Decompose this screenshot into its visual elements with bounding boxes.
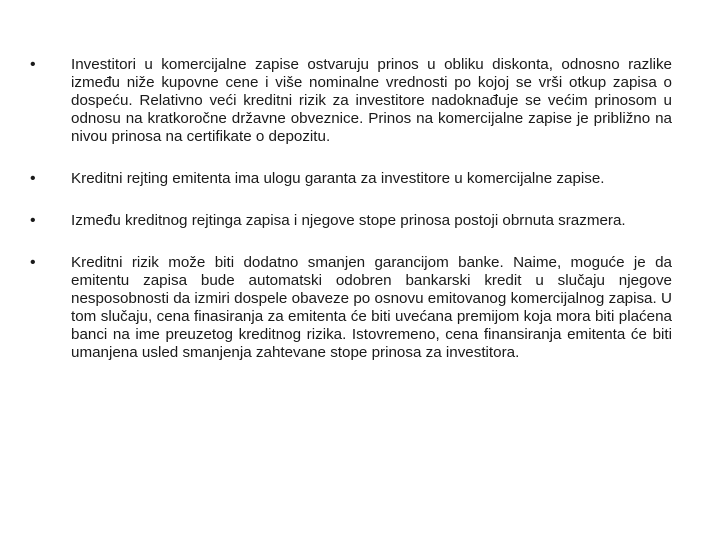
bullet-dot-icon: • <box>30 56 36 73</box>
bullet-list <box>30 56 672 384</box>
list-item <box>30 212 672 230</box>
list-item <box>30 170 672 188</box>
list-item <box>30 56 672 146</box>
bullet-dot-icon: • <box>30 212 36 229</box>
bullet-text: Kreditni rizik može biti dodatno smanjen garancijom banke. Naime, moguće je da emitentu zapisa bude automatski odobren bankarski kredit u slučaju njegove nesposobnosti da izmiri dospele obaveze po osnovu emitovanog komercijalnog zapisa. U tom slučaju, cena finasiranja za emitenta će biti uvećana premijom koja mora biti plaćena banci na ime preuzetog kreditnog rizika. Istovremeno, cena finansiranja emitenta će biti umanjena usled smanjenja zahtevane stope prinosa za investitora. <box>71 254 672 361</box>
bullet-text: Između kreditnog rejtinga zapisa i njegove stope prinosa postoji obrnuta srazmera. <box>71 212 626 229</box>
bullet-dot-icon: • <box>30 254 36 271</box>
bullet-text: Kreditni rejting emitenta ima ulogu garanta za investitore u komercijalne zapise. <box>71 170 605 187</box>
list-item <box>30 254 672 362</box>
bullet-text: Investitori u komercijalne zapise ostvaruju prinos u obliku diskonta, odnosno razlike između niže kupovne cene i više nominalne vrednosti po kojoj se vrši otkup zapisa o dospeću. Relativno veći kreditni rizik za investitore nadoknađuje se većim prinosom u odnosu na kratkoročne državne obveznice. Prinos na komercijalne zapise je približno na nivou prinosa na certifikate o depozitu. <box>71 56 672 145</box>
bullet-dot-icon: • <box>30 170 36 187</box>
